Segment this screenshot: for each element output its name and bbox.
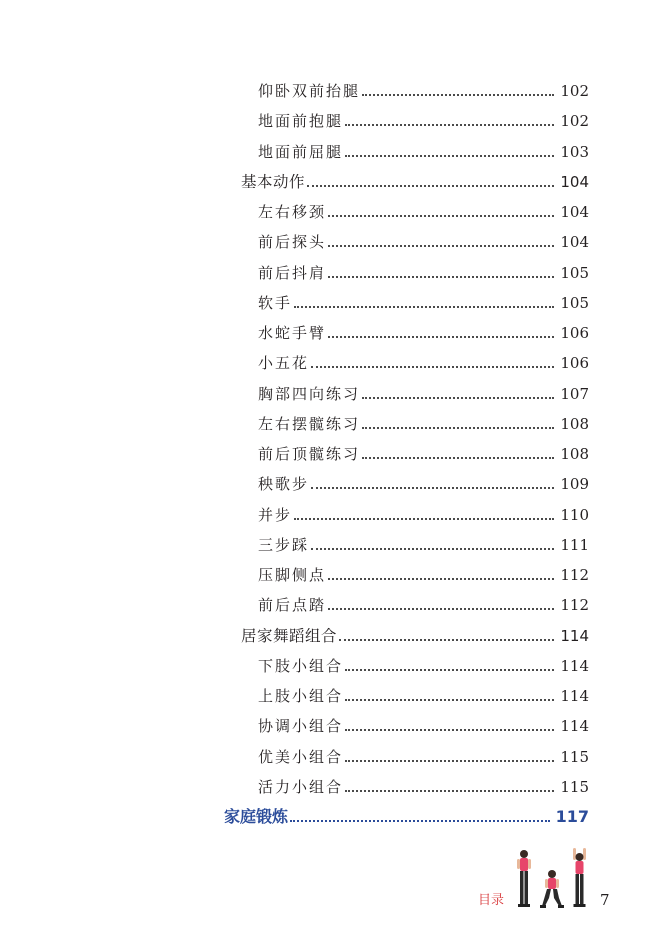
toc-item-entry bbox=[258, 261, 589, 285]
toc-entry-page: 106 bbox=[560, 354, 589, 373]
toc-entry-page: 112 bbox=[560, 596, 589, 615]
toc-item-entry bbox=[258, 109, 589, 133]
toc-entry-page: 108 bbox=[560, 445, 589, 463]
toc-entry-page: 107 bbox=[560, 384, 589, 403]
toc-entry-title: 地面前屈腿 bbox=[258, 142, 344, 161]
toc-entry-page: 109 bbox=[560, 475, 589, 494]
dot-leader bbox=[328, 245, 554, 247]
toc-entry-title: 并步 bbox=[258, 505, 293, 524]
toc-entry-title: 压脚侧点 bbox=[258, 566, 327, 584]
toc-item-entry bbox=[258, 140, 589, 164]
toc-entry-page: 103 bbox=[560, 142, 589, 161]
toc-item-entry bbox=[258, 745, 589, 769]
toc-entry-page: 114 bbox=[560, 656, 589, 675]
toc-item-entry bbox=[258, 563, 589, 587]
toc-entry-page: 115 bbox=[560, 747, 589, 766]
toc-entry-title: 前后点踏 bbox=[258, 596, 327, 615]
toc-chapter-entry bbox=[224, 805, 589, 829]
toc-entry-title: 前后顶髋练习 bbox=[258, 445, 361, 463]
toc-entry-title: 基本动作 bbox=[241, 172, 306, 191]
toc-entry-page: 114 bbox=[560, 687, 589, 705]
toc-entry-title: 地面前抱腿 bbox=[258, 112, 344, 131]
dot-leader bbox=[362, 427, 554, 429]
dot-leader bbox=[290, 820, 550, 822]
dot-leader bbox=[345, 729, 554, 731]
toc-entry-page: 114 bbox=[560, 626, 589, 645]
toc-entry-page: 104 bbox=[560, 233, 589, 252]
dot-leader bbox=[362, 397, 554, 399]
toc-item-entry bbox=[258, 714, 589, 738]
toc-entry-page: 108 bbox=[560, 414, 589, 433]
section-label: 目录 bbox=[478, 893, 505, 908]
toc-entry-title: 家庭锻炼 bbox=[224, 807, 289, 826]
dot-leader bbox=[345, 760, 554, 762]
exercise-figures-icon bbox=[512, 848, 592, 910]
toc-entry-title: 前后抖肩 bbox=[258, 263, 327, 282]
toc-entry-title: 前后探头 bbox=[258, 233, 327, 252]
figure-arms-up-icon bbox=[573, 848, 586, 907]
toc-item-entry bbox=[258, 533, 589, 557]
page-number: 7 bbox=[600, 891, 610, 909]
dot-leader bbox=[294, 518, 554, 520]
toc-entry-page: 110 bbox=[560, 505, 589, 524]
toc-entry-page: 114 bbox=[560, 717, 589, 736]
toc-item-entry bbox=[258, 291, 589, 315]
dot-leader bbox=[345, 699, 554, 701]
toc-entry-title: 仰卧双前抬腿 bbox=[258, 82, 361, 100]
toc-entry-title: 居家舞蹈组合 bbox=[241, 626, 338, 645]
toc-entry-title: 左右摆髋练习 bbox=[258, 414, 361, 433]
toc-item-entry bbox=[258, 775, 589, 799]
dot-leader bbox=[362, 94, 554, 96]
toc-entry-page: 117 bbox=[555, 807, 589, 826]
dot-leader bbox=[328, 276, 554, 278]
toc-entry-title: 胸部四向练习 bbox=[258, 384, 361, 403]
figure-squat-icon bbox=[540, 870, 564, 908]
toc-entry-title: 优美小组合 bbox=[258, 747, 344, 766]
toc-item-entry bbox=[258, 472, 589, 496]
toc-entry-title: 下肢小组合 bbox=[258, 656, 344, 675]
dot-leader bbox=[311, 548, 554, 550]
toc-entry-title: 水蛇手臂 bbox=[258, 324, 327, 342]
dot-leader bbox=[345, 155, 554, 157]
toc-item-entry bbox=[258, 684, 589, 708]
toc-item-entry bbox=[258, 200, 589, 224]
dot-leader bbox=[328, 336, 554, 338]
toc-item-entry bbox=[258, 654, 589, 678]
toc-section-entry bbox=[241, 170, 589, 194]
toc-item-entry bbox=[258, 442, 589, 466]
toc-item-entry bbox=[258, 593, 589, 617]
toc-entry-page: 106 bbox=[560, 324, 589, 342]
toc-item-entry bbox=[258, 321, 589, 345]
figure-standing-icon bbox=[517, 850, 531, 907]
dot-leader bbox=[328, 578, 554, 580]
toc-entry-page: 105 bbox=[560, 263, 589, 282]
toc-entry-page: 104 bbox=[560, 203, 589, 221]
toc-item-entry bbox=[258, 351, 589, 375]
toc-entry-page: 104 bbox=[560, 172, 589, 191]
toc-entry-page: 112 bbox=[560, 566, 589, 584]
toc-item-entry bbox=[258, 412, 589, 436]
toc-entry-title: 上肢小组合 bbox=[258, 687, 344, 705]
dot-leader bbox=[328, 608, 554, 610]
toc-entry-title: 秧歌步 bbox=[258, 475, 310, 494]
dot-leader bbox=[345, 124, 554, 126]
toc-section-entry bbox=[241, 624, 589, 648]
dot-leader bbox=[311, 366, 554, 368]
toc-entry-title: 小五花 bbox=[258, 354, 310, 373]
toc-entry-page: 105 bbox=[560, 293, 589, 312]
dot-leader bbox=[328, 215, 554, 217]
toc-item-entry bbox=[258, 79, 589, 103]
toc-entry-page: 102 bbox=[560, 112, 589, 131]
toc-entry-title: 协调小组合 bbox=[258, 717, 344, 736]
dot-leader bbox=[311, 487, 554, 489]
toc-entry-title: 软手 bbox=[258, 293, 293, 312]
dot-leader bbox=[362, 457, 554, 459]
toc-entry-page: 115 bbox=[560, 777, 589, 796]
toc-item-entry bbox=[258, 382, 589, 406]
toc-entry-title: 活力小组合 bbox=[258, 777, 344, 796]
dot-leader bbox=[345, 790, 554, 792]
dot-leader bbox=[345, 669, 554, 671]
dot-leader bbox=[294, 306, 554, 308]
toc-entry-page: 111 bbox=[560, 535, 589, 554]
dot-leader bbox=[339, 639, 554, 641]
toc-item-entry bbox=[258, 503, 589, 527]
toc-entry-title: 左右移颈 bbox=[258, 203, 327, 221]
toc-entry-page: 102 bbox=[560, 82, 589, 100]
dot-leader bbox=[307, 185, 554, 187]
toc-entry-title: 三步踩 bbox=[258, 535, 310, 554]
toc-item-entry bbox=[258, 230, 589, 254]
